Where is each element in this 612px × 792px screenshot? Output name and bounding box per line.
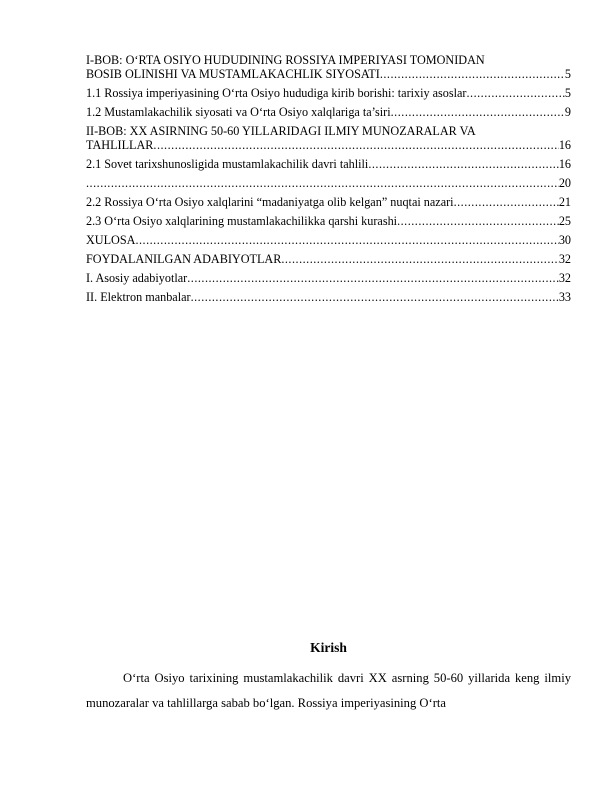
- toc-entry-row: [86, 105, 571, 119]
- toc-entry-label: 2.1 Sovet tarixshunosligida mustamlakachilik davri tahlili: [86, 157, 369, 171]
- toc-entry[interactable]: [86, 290, 571, 304]
- toc-entry-row: [86, 195, 571, 209]
- toc-entry-page: 25: [558, 214, 571, 228]
- toc-entry-label: BOSIB OLINISHI VA MUSTAMLAKACHLIK SIYOSATI: [86, 67, 380, 81]
- toc-entry-row: [86, 252, 571, 266]
- dot-leader: [368, 157, 559, 171]
- table-of-contents: [86, 53, 571, 309]
- toc-entry[interactable]: [86, 233, 571, 247]
- toc-entry-row: [86, 271, 571, 285]
- toc-entry-page: 9: [564, 105, 571, 119]
- toc-entry-label: II. Elektron manbalar: [86, 290, 191, 304]
- toc-entry-page: 5: [564, 67, 571, 81]
- toc-entry[interactable]: [86, 124, 571, 152]
- toc-entry-row: [86, 138, 571, 152]
- dot-leader: [391, 105, 565, 119]
- dot-leader: [380, 67, 565, 81]
- toc-entry[interactable]: [86, 105, 571, 119]
- toc-entry-page: 33: [558, 290, 571, 304]
- toc-entry[interactable]: [86, 195, 571, 209]
- toc-entry-first-line: II-BOB: XX ASIRNING 50-60 YILLARIDAGI ILMIY MUNOZARALAR VA: [86, 124, 476, 138]
- toc-entry-label: 2.2 Rossiya O‘rta Osiyo xalqlarini “madaniyatga olib kelgan” nuqtai nazari: [86, 195, 454, 209]
- toc-entry-page: 21: [558, 195, 571, 209]
- intro-paragraph: O‘rta Osiyo tarixining mustamlakachilik davri XX asrning 50-60 yillarida keng ilmiy munozaralar va tahlillarga sabab bo‘lgan. Rossiya imperiyasining O‘rta: [86, 671, 571, 710]
- toc-entry-label: TAHLILLAR: [86, 138, 154, 152]
- toc-entry-page: 32: [558, 271, 571, 285]
- dot-leader: [281, 252, 558, 266]
- dot-leader: [191, 290, 559, 304]
- toc-entry[interactable]: [86, 176, 571, 190]
- toc-entry-row: [86, 214, 571, 228]
- toc-entry[interactable]: [86, 252, 571, 266]
- toc-entry-page: 32: [558, 252, 571, 266]
- dot-leader: [397, 214, 559, 228]
- toc-entry-label: FOYDALANILGAN ADABIYOTLAR: [86, 252, 282, 266]
- dot-leader: [454, 195, 559, 209]
- toc-entry-row: [86, 233, 571, 247]
- dot-leader: [135, 233, 558, 247]
- toc-entry-row: [86, 290, 571, 304]
- toc-entry[interactable]: [86, 214, 571, 228]
- dot-leader: [466, 86, 564, 100]
- toc-entry[interactable]: [86, 157, 571, 171]
- toc-entry-label: I. Asosiy adabiyotlar: [86, 271, 188, 285]
- dot-leader: [187, 271, 559, 285]
- toc-entry-label: 2.3 O‘rta Osiyo xalqlarining mustamlakachilikka qarshi kurashi: [86, 214, 398, 228]
- toc-entry-row: [86, 176, 571, 190]
- toc-entry-label: 1.2 Mustamlakachilik siyosati va O‘rta Osiyo xalqlariga ta’siri: [86, 105, 391, 119]
- toc-entry[interactable]: [86, 86, 571, 100]
- toc-entry-page: 20: [558, 176, 571, 190]
- toc-entry-row: [86, 86, 571, 100]
- dot-leader: [153, 138, 558, 152]
- toc-entry-label: 1.1 Rossiya imperiyasining O‘rta Osiyo hududiga kirib borishi: tarixiy asoslar: [86, 86, 467, 100]
- toc-entry-page: 16: [558, 157, 571, 171]
- section-heading: Kirish: [310, 640, 347, 655]
- introduction-section: [86, 640, 571, 716]
- toc-entry-row: [86, 67, 571, 81]
- toc-entry-first-line: I-BOB: O‘RTA OSIYO HUDUDINING ROSSIYA IMPERIYASI TOMONIDAN: [86, 53, 485, 67]
- toc-entry-label: XULOSA: [86, 233, 136, 247]
- dot-leader: [86, 176, 559, 190]
- toc-entry[interactable]: [86, 271, 571, 285]
- toc-entry-page: 5: [564, 86, 571, 100]
- toc-entry-page: 16: [558, 138, 571, 152]
- toc-entry[interactable]: [86, 53, 571, 81]
- toc-entry-page: 30: [558, 233, 571, 247]
- toc-entry-row: [86, 157, 571, 171]
